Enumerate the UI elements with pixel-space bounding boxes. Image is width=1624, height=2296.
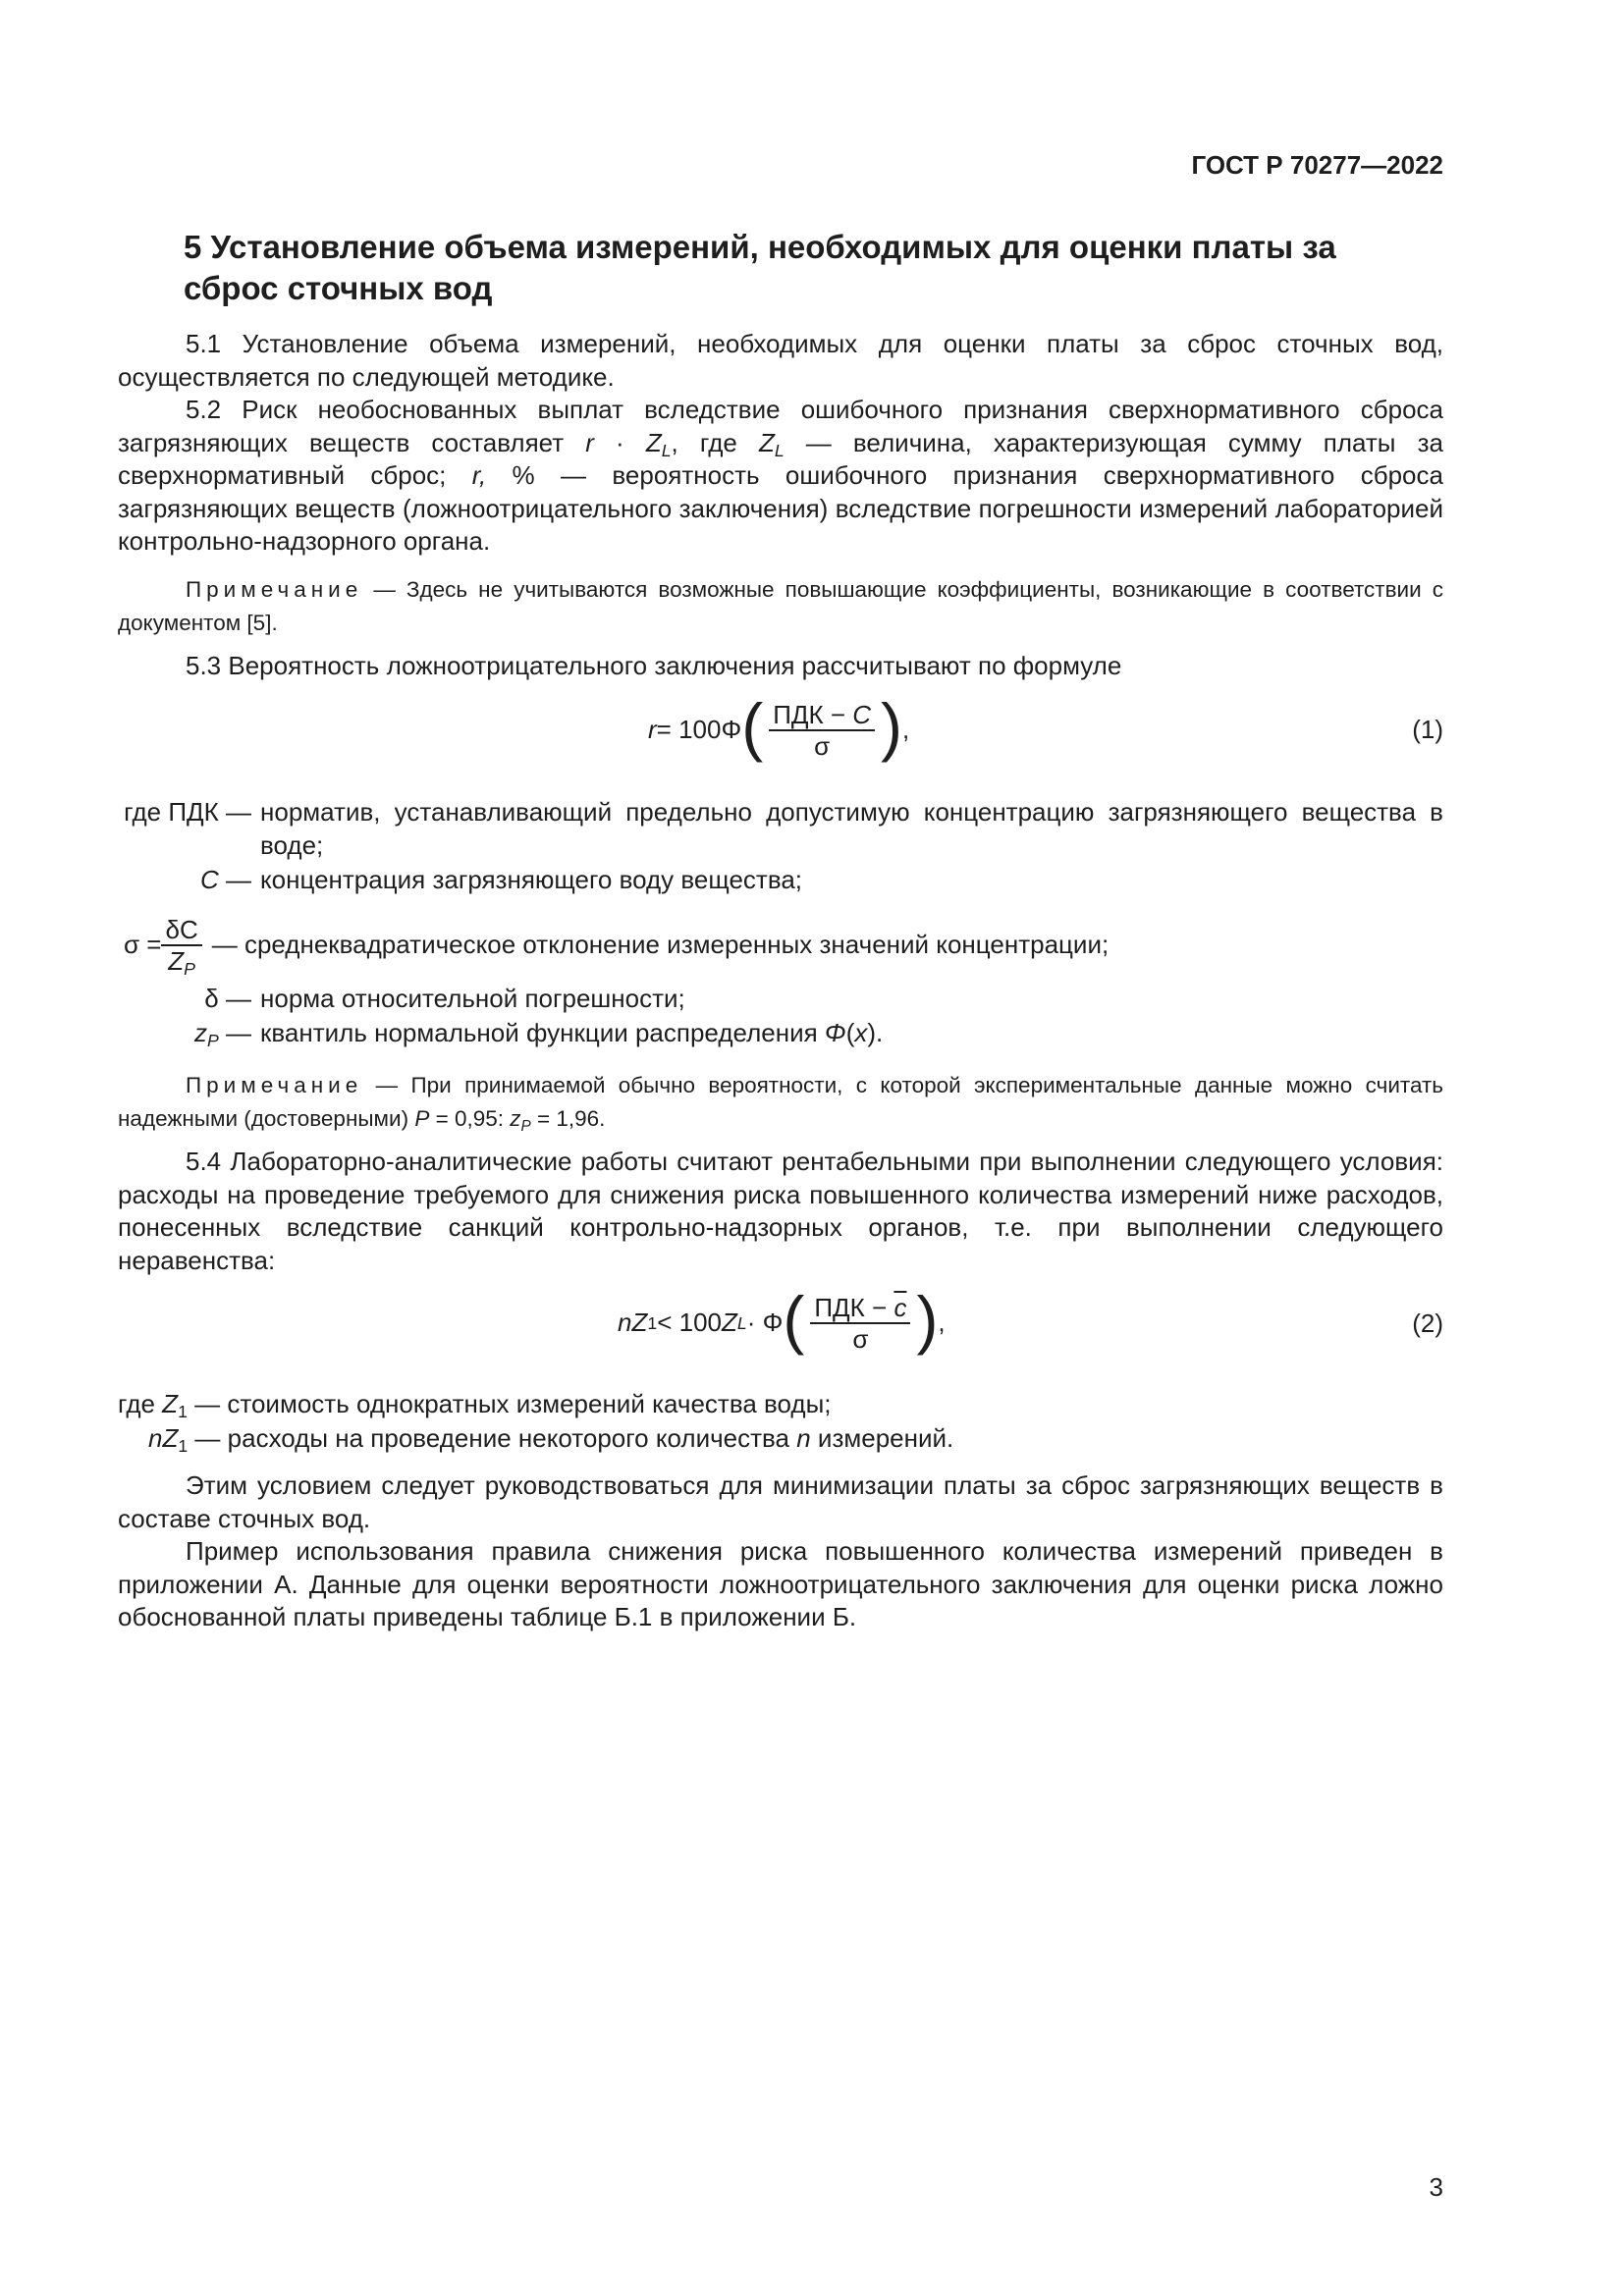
where-delta-label: δ — [204,984,251,1013]
where-z1: где $Z_1$ — стоимость однократных измерений качества воды; [118,1389,832,1421]
where-pdk-label: где ПДК — [124,797,251,827]
formula-1: r = 100Φ ( $\frac{\text{ПДК − C}}{\sigma}$ ) , [648,690,910,763]
where-zp-text: квантиль нормальной функции распределения Φ(x). [260,1018,884,1047]
page-number: 3 [1429,2172,1443,2202]
where-pdk-text: норматив, устанавливающий предельно допустимую концентрацию загрязняющего вещества в воде; [260,797,1443,860]
paragraph-5-4: 5.4 Лабораторно-аналитические работы считают рентабельными при выполнении следующего условия: расходы на проведение требуемого для снижения риска повышенного количества измерений ниже расходов, понесенных вследствие санкций контрольно-надзорных органов, т.е. при выполнении следующего неравенства: [118,1147,1443,1275]
where-zp-label: $z_P$ — [193,1018,251,1050]
equation-number-2: (2) [1412,1308,1443,1338]
paragraph-example: Пример использования правила снижения риска повышенного количества измерений приведен в приложении А. Данные для оценки вероятности ложноотрицательного заключения для оценки риска ложно обоснованной платы приведены таблице Б.1 в приложении Б. [118,1536,1443,1631]
sigma-definition: σ = $\frac{\delta C}{Z_P}$ — среднеквадратическое отклонение измеренных значений концентрации; [124,915,1110,979]
paragraph-condition: Этим условием следует руководствоваться для минимизации платы за сброс загрязняющих веществ в составе сточных вод. [118,1470,1443,1533]
formula-2: n Z 1 < 100 Z L · Φ ( $\frac{ПДК - \overline{c}}{\sigma}$ ) , [618,1283,946,1356]
paragraph-5-3: 5.3 Вероятность ложноотрицательного заключения рассчитывают по формуле [186,651,1122,680]
where-c-label: C — [200,865,251,894]
note-1: Примечание — Здесь не учитываются возможные повышающие коэффициенты, возникающие в соответствии с документом [5]. [118,577,1443,635]
note-2: Примечание — При принимаемой обычно вероятности, с которой экспериментальные данные можно считать надежными (достоверными) P = 0,95: $z_P = 1,96$. [118,1073,1443,1135]
where-nz1: $nZ_1$ — расходы на проведение некоторого количества n измерений. [148,1423,954,1456]
where-delta-text: норма относительной погрешности; [260,984,685,1013]
paragraph-5-1: 5.1 Установление объема измерений, необходимых для оценки платы за сброс сточных вод, осуществляется по следующей методике. [118,329,1443,392]
section-heading: 5 Установление объема измерений, необходимых для оценки платы за сброс сточных вод [184,229,1336,306]
standard-designation: ГОСТ Р 70277—2022 [1191,150,1443,180]
paragraph-5-2: 5.2 Риск необоснованных выплат вследствие ошибочного признания сверхнормативного сброса загрязняющих веществ составляет $r \cdot Z_L$, где $Z_L$ — величина, характеризующая сумму платы за сверхнормативный сброс; r, % — вероятность ошибочного признания сверхнормативного сброса загрязняющих веществ (ложноотрицательного заключения) вследствие погрешности измерений лабораторией контрольно-надзорного органа. [118,395,1443,556]
where-c-text: концентрация загрязняющего воду вещества; [260,865,803,894]
equation-number-1: (1) [1412,715,1443,744]
